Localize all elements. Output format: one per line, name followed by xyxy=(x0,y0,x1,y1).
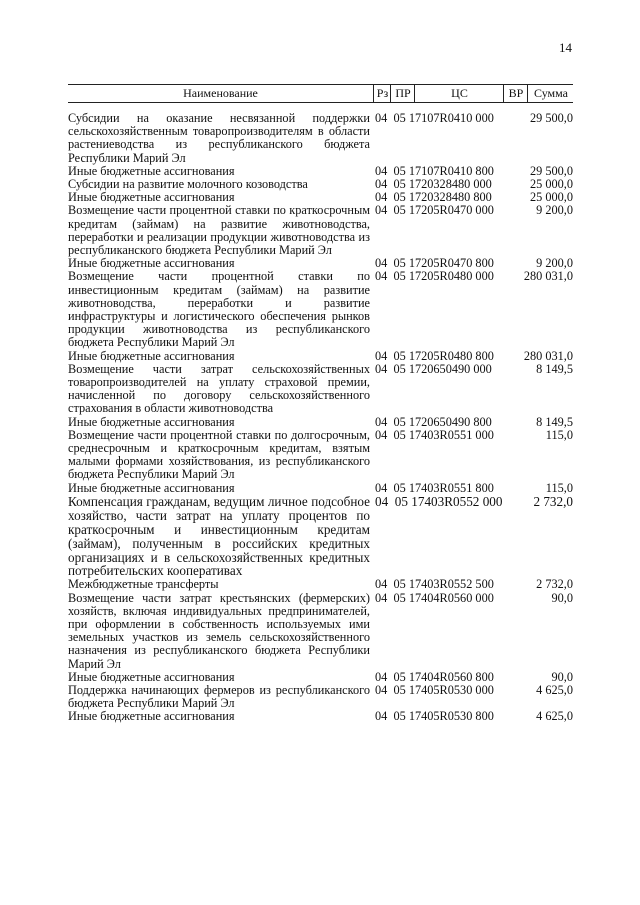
row-sum: 8 149,5 xyxy=(536,414,573,429)
row-codes: 04 05 17205R0480 000 xyxy=(375,269,494,284)
row-sum: 115,0 xyxy=(545,480,573,495)
table-row xyxy=(68,270,573,349)
table-row xyxy=(68,684,573,710)
row-sum: 25 000,0 xyxy=(529,190,573,205)
row-name: Возмещение части затрат крестьянских (фермерских) хозяйств, включая индивидуальных предпринимателей, при оформлении в собственность используемых ими земельных участков из земель сельскохозяйственного назначения из республиканского бюджета Республики Марий Эл xyxy=(68,590,370,671)
row-name: Иные бюджетные ассигнования xyxy=(68,163,235,178)
row-codes: 04 05 1720650490 800 xyxy=(375,414,492,429)
row-sum: 29 500,0 xyxy=(529,111,573,125)
table-row xyxy=(68,416,573,429)
row-codes: 04 05 1720650490 000 xyxy=(375,361,492,376)
header-name: Наименование xyxy=(183,86,258,100)
row-name: Иные бюджетные ассигнования xyxy=(68,669,235,684)
row-sum: 2 732,0 xyxy=(533,493,573,509)
row-codes: 04 05 1720328480 800 xyxy=(375,190,492,205)
row-sum: 4 625,0 xyxy=(536,709,573,724)
row-codes: 04 05 17205R0470 800 xyxy=(375,256,494,271)
row-sum: 280 031,0 xyxy=(523,269,573,284)
header-cs: ЦС xyxy=(414,85,504,102)
row-name: Возмещение части процентной ставки по долгосрочным, среднесрочным и краткосрочным кредитам, взятым малыми формами хозяйствования, из республиканского бюджета Республики Марий Эл xyxy=(68,427,370,482)
row-codes: 04 05 17205R0480 800 xyxy=(375,348,494,363)
row-sum: 8 149,5 xyxy=(536,361,573,376)
row-codes: 04 05 17404R0560 800 xyxy=(375,669,494,684)
row-name: Межбюджетные трансферты xyxy=(68,577,219,592)
row-name: Возмещение части затрат сельскохозяйственных товаропроизводителей на уплату страховой премии, начисленной по договору сельскохозяйственного страхования в области животноводства xyxy=(68,361,370,416)
row-sum: 9 200,0 xyxy=(536,256,573,271)
header-pr: ПР xyxy=(390,85,415,102)
row-codes: 04 05 17403R0551 800 xyxy=(375,480,494,495)
row-sum: 90,0 xyxy=(551,669,573,684)
row-sum: 9 200,0 xyxy=(536,203,573,218)
table-body xyxy=(68,112,573,724)
row-sum: 4 625,0 xyxy=(536,682,573,697)
table-row xyxy=(68,363,573,416)
row-codes: 04 05 17403R0552 500 xyxy=(375,577,494,592)
table-row xyxy=(68,710,573,723)
row-name: Иные бюджетные ассигнования xyxy=(68,480,235,495)
row-sum: 2 732,0 xyxy=(536,577,573,592)
row-codes: 04 05 17405R0530 000 xyxy=(375,682,494,697)
row-sum: 29 500,0 xyxy=(529,163,573,178)
row-sum: 115,0 xyxy=(545,427,573,442)
row-codes: 04 05 17403R0551 000 xyxy=(375,427,494,442)
row-name: Иные бюджетные ассигнования xyxy=(68,348,235,363)
row-sum: 25 000,0 xyxy=(529,177,573,192)
row-codes: 04 05 17107R0410 800 xyxy=(375,163,494,178)
row-name: Иные бюджетные ассигнования xyxy=(68,256,235,271)
row-name: Возмещение части процентной ставки по инвестиционным кредитам (займам) на развитие животноводства, переработки и развитие инфраструктуры и логистического обеспечения рынков продукции животноводства из республиканского бюджета Республики Марий Эл xyxy=(68,269,370,350)
header-rz: Рз xyxy=(373,85,391,102)
row-name: Субсидии на оказание несвязанной поддержки сельскохозяйственным товаропроизводителям в области растениеводства из республиканского бюджета Республики Марий Эл xyxy=(68,111,370,165)
row-name: Иные бюджетные ассигнования xyxy=(68,190,235,205)
table-row xyxy=(68,429,573,482)
table-row xyxy=(68,204,573,257)
row-codes: 04 05 1720328480 000 xyxy=(375,177,492,192)
table-row xyxy=(68,482,573,495)
row-codes: 04 05 17107R0410 000 xyxy=(375,111,494,125)
table-row xyxy=(68,592,573,671)
row-name: Компенсация гражданам, ведущим личное подсобное хозяйство, части затрат на уплату процентов по краткосрочным и инвестиционным кредитам (займам), полученным в российских кредитных организациях и в сельскохозяйственных кредитных потребительских кооперативах xyxy=(68,493,370,579)
row-name: Поддержка начинающих фермеров из республиканского бюджета Республики Марий Эл xyxy=(68,682,370,711)
table-header xyxy=(68,84,573,103)
row-name: Возмещение части процентной ставки по краткосрочным кредитам (займам) на развитие животноводства, переработки и реализации продукции животноводства из республиканского бюджета Республики Марий Эл xyxy=(68,203,370,258)
row-codes: 04 05 17405R0530 800 xyxy=(375,709,494,724)
header-vr: ВР xyxy=(503,85,528,102)
row-codes: 04 05 17404R0560 000 xyxy=(375,590,494,605)
row-sum: 280 031,0 xyxy=(523,348,573,363)
table-row xyxy=(68,350,573,363)
table-row xyxy=(68,495,573,578)
row-name: Иные бюджетные ассигнования xyxy=(68,414,235,429)
row-name: Субсидии на развитие молочного козоводства xyxy=(68,177,308,192)
table-row xyxy=(68,112,573,165)
row-sum: 90,0 xyxy=(551,590,573,605)
table-row xyxy=(68,671,573,684)
row-name: Иные бюджетные ассигнования xyxy=(68,709,235,724)
table-row xyxy=(68,578,573,591)
row-codes: 04 05 17403R0552 000 xyxy=(375,493,503,509)
header-sum: Сумма xyxy=(527,85,574,102)
row-codes: 04 05 17205R0470 000 xyxy=(375,203,494,218)
page-number: 14 xyxy=(559,40,572,55)
